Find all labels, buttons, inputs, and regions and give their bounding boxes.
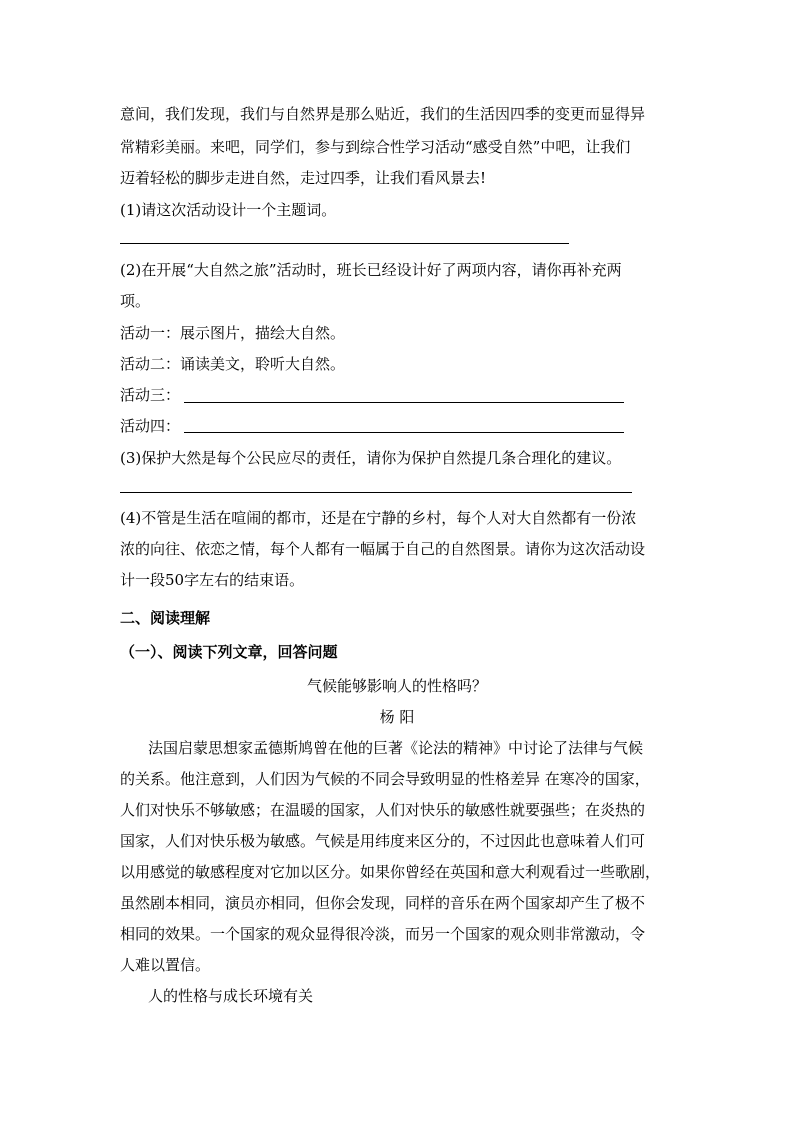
answer-line-q3[interactable] [120,492,632,493]
paragraph-line-5: 以用感觉的敏感程度对它加以区分。如果你曾经在英国和意大利观看过一些歌剧， [120,863,661,881]
paragraph-line-2: 的关系。他注意到，人们因为气候的不同会导致明显的性格差异 在寒冷的国家， [120,770,650,788]
section-subheading: （一）、阅读下列文章，回答问题 [120,643,338,661]
paragraph-line-7: 相同的效果。一个国家的观众显得很冷淡，而另一个国家的观众则非常激动，令 [120,925,646,943]
activity-1: 活动一：展示图片，描绘大自然。 [120,324,346,342]
paragraph-line-6: 虽然剧本相同，演员亦相同，但你会发现，同样的音乐在两个国家却产生了极不 [120,894,646,912]
intro-line-2: 常精彩美丽。来吧，同学们，参与到综合性学习活动“感受自然”中吧，让我们 [120,138,631,156]
answer-line-activity-3[interactable] [184,402,624,403]
question-1: (1)请这次活动设计一个主题词。 [120,201,337,219]
activity-3-label: 活动三： [120,386,181,404]
paragraph-line-3: 人们对快乐不够敏感；在温暖的国家，人们对快乐的敏感性就要强些；在炎热的 [120,801,646,819]
question-4-line-2: 浓的向往、依恋之情，每个人都有一幅属于自己的自然图景。请你为这次活动设 [120,540,646,558]
intro-line-3: 迈着轻松的脚步走进自然，走过四季，让我们看风景去! [120,169,487,187]
paragraph-line-1: 法国启蒙思想家孟德斯鸠曾在他的巨著《论法的精神》中讨论了法律与气候 [148,739,644,757]
answer-line-activity-4[interactable] [184,432,624,433]
activity-2: 活动二：诵读美文，聆听大自然。 [120,355,346,373]
paragraph-line-4: 国家，人们对快乐极为敏感。气候是用纬度来区分的，不过因此也意味着人们可 [120,832,646,850]
question-3: (3)保护大然是每个公民应尽的责任，请你为保护自然提几条合理化的建议。 [120,449,622,467]
question-4-line-1: (4)不管是生活在喧闹的都市，还是在宁静的乡村，每个人对大自然都有一份浓 [120,509,637,527]
article-title: 气候能够影响人的性格吗？ [306,677,487,695]
question-2-line-1: (2)在开展“大自然之旅”活动时，班长已经设计好了两项内容，请你再补充两 [120,261,622,279]
question-2-line-2: 项。 [120,292,151,310]
section-heading: 二、阅读理解 [120,609,211,627]
question-4-line-3: 计一段50字左右的结束语。 [120,571,305,589]
activity-4-label: 活动四： [120,417,181,435]
answer-line-q1[interactable] [120,243,569,244]
article-author: 杨 阳 [379,708,415,726]
intro-line-1: 意间，我们发现，我们与自然界是那么贴近，我们的生活因四季的变更而显得异 [120,105,646,123]
article-subtitle: 人的性格与成长环境有关 [148,987,314,1005]
paragraph-line-8: 人难以置信。 [120,956,211,974]
